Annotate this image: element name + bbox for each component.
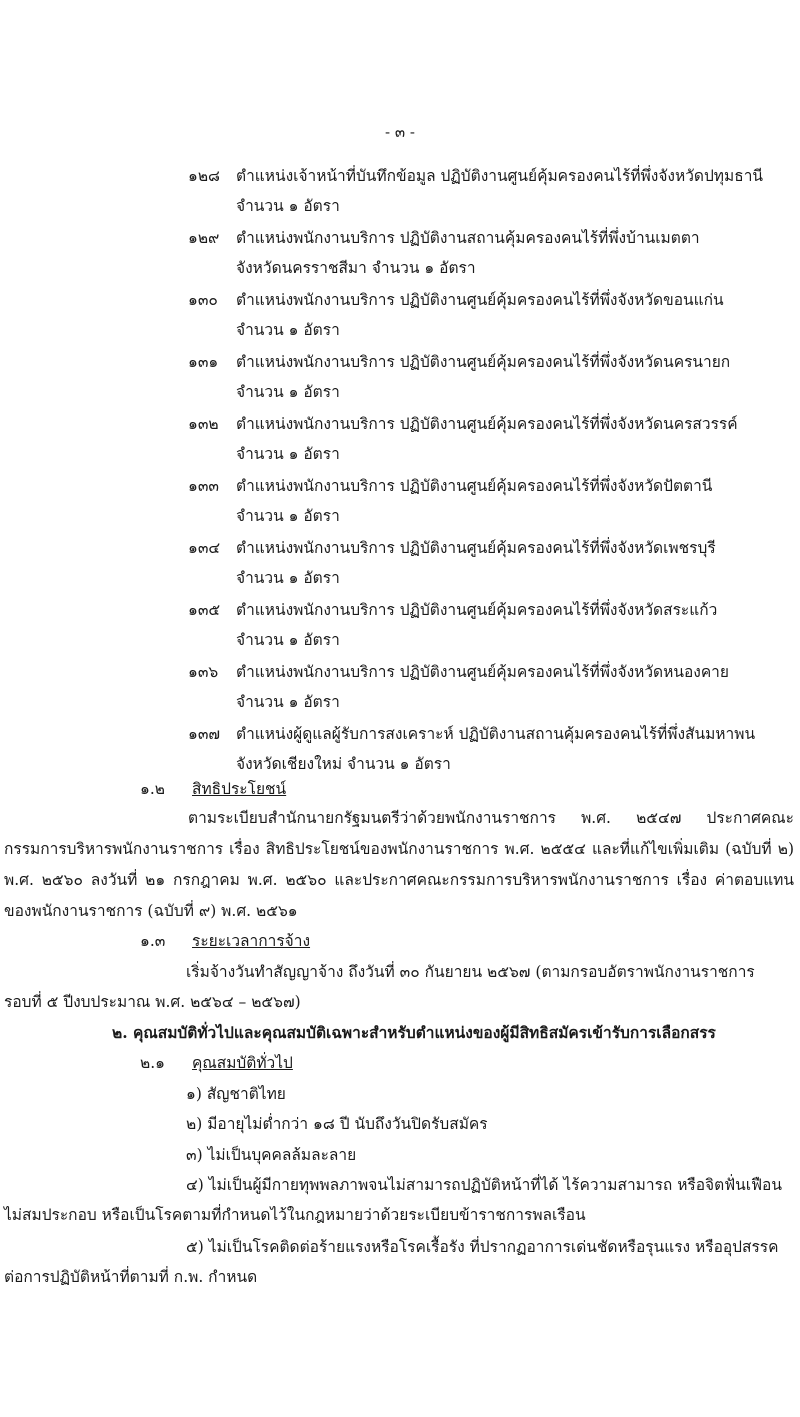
- benefits-heading: [140, 776, 286, 801]
- position-item: [0, 405, 800, 467]
- position-number: ๑๓๒: [188, 415, 219, 433]
- general-qualifications-heading: [140, 1050, 293, 1075]
- qualification-item: ๒) มีอายุไม่ต่ำกว่า ๑๘ ปี นับถึงวันปิดรับสมัคร: [186, 1115, 488, 1133]
- position-item: [0, 653, 800, 715]
- position-number: ๑๓๗: [188, 725, 221, 743]
- position-quota: จำนวน ๑ อัตรา: [236, 383, 340, 401]
- position-number: ๑๒๙: [188, 229, 220, 247]
- employment-period-title: ระยะเวลาการจ้าง: [192, 932, 311, 950]
- position-quota: จังหวัดเชียงใหม่ จำนวน ๑ อัตรา: [236, 755, 451, 773]
- position-quota: จังหวัดนครราชสีมา จำนวน ๑ อัตรา: [236, 259, 476, 277]
- employment-period-line2: รอบที่ ๕ ปีงบประมาณ พ.ศ. ๒๕๖๔ – ๒๕๖๗): [4, 993, 301, 1011]
- position-title: ตำแหน่งพนักงานบริการ ปฏิบัติงานศูนย์คุ้มครองคนไร้ที่พึ่งจังหวัดสระแก้ว: [236, 601, 718, 619]
- position-item: [0, 591, 800, 653]
- position-quota: จำนวน ๑ อัตรา: [236, 197, 340, 215]
- position-number: ๑๓๕: [188, 601, 221, 619]
- position-quota: จำนวน ๑ อัตรา: [236, 631, 340, 649]
- employment-period-number: ๑.๓: [140, 932, 166, 950]
- employment-period-heading: [140, 928, 310, 953]
- position-number: ๑๓๖: [188, 663, 219, 681]
- position-quota: จำนวน ๑ อัตรา: [236, 321, 340, 339]
- benefits-text: ตามระเบียบสำนักนายกรัฐมนตรีว่าด้วยพนักงานราชการ พ.ศ. ๒๕๔๗ ประกาศคณะกรรมการบริหารพนักงานราชการ เรื่อง สิทธิประโยชน์ของพนักงานราชการ พ.ศ. ๒๕๕๔ และที่แก้ไขเพิ่มเติม (ฉบับที่ ๒) พ.ศ. ๒๕๖๐ ลงวันที่ ๒๑ กรกฎาคม พ.ศ. ๒๕๖๐ และประกาศคณะกรรมการบริหารพนักงานราชการ เรื่อง ค่าตอบแทนของพนักงานราชการ (ฉบับที่ ๙) พ.ศ. ๒๕๖๑: [4, 809, 794, 920]
- position-number: ๑๓๔: [188, 539, 221, 557]
- general-qualifications-title: คุณสมบัติทั่วไป: [192, 1054, 293, 1072]
- position-item: [0, 529, 800, 591]
- qualification-item-5-cont: ต่อการปฏิบัติหน้าที่ตามที่ ก.พ. กำหนด: [4, 1268, 258, 1286]
- employment-period-line1: เริ่มจ้างวันทำสัญญาจ้าง ถึงวันที่ ๓๐ กันยายน ๒๕๖๗ (ตามกรอบอัตราพนักงานราชการ: [186, 963, 755, 981]
- qualification-item: ๓) ไม่เป็นบุคคลล้มละลาย: [186, 1146, 357, 1164]
- position-quota: จำนวน ๑ อัตรา: [236, 693, 340, 711]
- position-item: [0, 281, 800, 343]
- position-item: [0, 219, 800, 281]
- page-number: - ๓ -: [385, 123, 415, 141]
- position-title: ตำแหน่งพนักงานบริการ ปฏิบัติงานศูนย์คุ้มครองคนไร้ที่พึ่งจังหวัดปัตตานี: [236, 477, 713, 495]
- benefits-title: สิทธิประโยชน์: [192, 780, 287, 798]
- position-title: ตำแหน่งพนักงานบริการ ปฏิบัติงานศูนย์คุ้มครองคนไร้ที่พึ่งจังหวัดนครนายก: [236, 353, 731, 371]
- position-quota: จำนวน ๑ อัตรา: [236, 445, 340, 463]
- position-title: ตำแหน่งผู้ดูแลผู้รับการสงเคราะห์ ปฏิบัติงานสถานคุ้มครองคนไร้ที่พึ่งสันมหาพน: [236, 725, 756, 743]
- benefits-number: ๑.๒: [140, 780, 165, 798]
- qualification-item-4: ๔) ไม่เป็นผู้มีกายทุพพลภาพจนไม่สามารถปฏิบัติหน้าที่ได้ ไร้ความสามารถ หรือจิตฟั่นเฟือน: [186, 1176, 782, 1194]
- qualification-item-4-cont: ไม่สมประกอบ หรือเป็นโรคตามที่กำหนดไว้ในกฎหมายว่าด้วยระเบียบข้าราชการพลเรือน: [4, 1206, 586, 1224]
- position-item: [0, 715, 800, 777]
- position-number: ๑๓๐: [188, 291, 218, 309]
- position-title: ตำแหน่งพนักงานบริการ ปฏิบัติงานศูนย์คุ้มครองคนไร้ที่พึ่งจังหวัดหนองคาย: [236, 663, 729, 681]
- position-title: ตำแหน่งเจ้าหน้าที่บันทึกข้อมูล ปฏิบัติงานศูนย์คุ้มครองคนไร้ที่พึ่งจังหวัดปทุมธานี: [236, 167, 763, 185]
- qualification-item-5: ๕) ไม่เป็นโรคติดต่อร้ายแรงหรือโรคเรื้อรัง ที่ปรากฏอาการเด่นชัดหรือรุนแรง หรืออุปสรรค: [186, 1238, 779, 1256]
- position-number: ๑๓๓: [188, 477, 220, 495]
- position-quota: จำนวน ๑ อัตรา: [236, 507, 340, 525]
- position-quota: จำนวน ๑ อัตรา: [236, 569, 340, 587]
- position-number: ๑๓๑: [188, 353, 219, 371]
- position-number: ๑๒๘: [188, 167, 221, 185]
- position-list: [0, 157, 800, 777]
- general-qualifications-number: ๒.๑: [140, 1054, 165, 1072]
- position-title: ตำแหน่งพนักงานบริการ ปฏิบัติงานศูนย์คุ้มครองคนไร้ที่พึ่งจังหวัดขอนแก่น: [236, 291, 724, 309]
- position-title: ตำแหน่งพนักงานบริการ ปฏิบัติงานสถานคุ้มครองคนไร้ที่พึ่งบ้านเมตตา: [236, 229, 700, 247]
- position-title: ตำแหน่งพนักงานบริการ ปฏิบัติงานศูนย์คุ้มครองคนไร้ที่พึ่งจังหวัดนครสวรรค์: [236, 415, 738, 433]
- qualifications-heading: ๒. คุณสมบัติทั่วไปและคุณสมบัติเฉพาะสำหรับตำแหน่งของผู้มีสิทธิสมัครเข้ารับการเลือกสรร: [112, 1023, 716, 1042]
- position-item: [0, 467, 800, 529]
- position-title: ตำแหน่งพนักงานบริการ ปฏิบัติงานศูนย์คุ้มครองคนไร้ที่พึ่งจังหวัดเพชรบุรี: [236, 539, 716, 557]
- position-item: [0, 157, 800, 219]
- position-item: [0, 343, 800, 405]
- qualification-item: ๑) สัญชาติไทย: [186, 1085, 286, 1103]
